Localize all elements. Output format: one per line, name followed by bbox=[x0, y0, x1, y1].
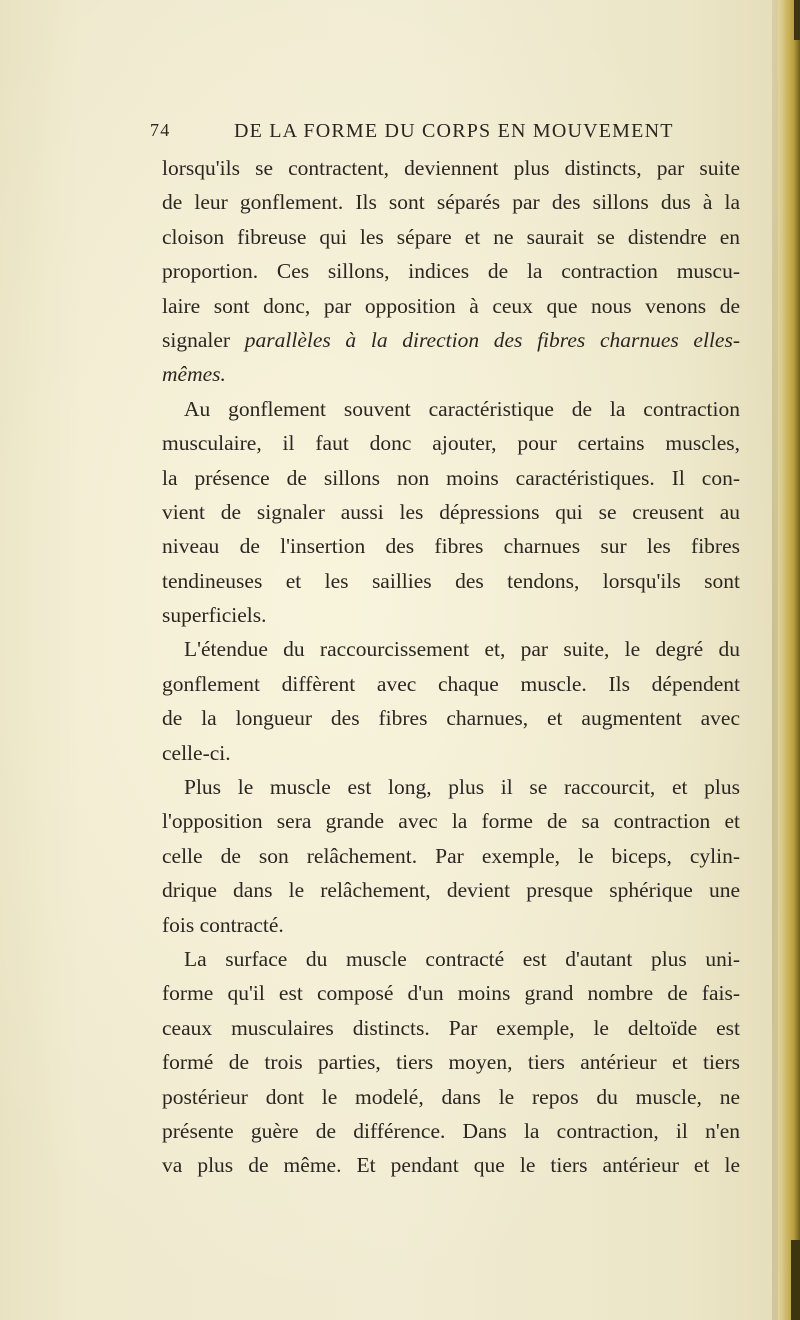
text-line: de la longueur des fibres charnues, et augmentent avec bbox=[162, 706, 740, 731]
text-line: forme qu'il est composé d'un moins grand nombre de fais- bbox=[162, 981, 740, 1006]
text-line: postérieur dont le modelé, dans le repos du muscle, ne bbox=[162, 1084, 740, 1109]
text-line: ceaux musculaires distincts. Par exemple, le deltoïde est bbox=[162, 1015, 740, 1040]
text-line: Au gonflement souvent caractéristique de la contraction bbox=[184, 396, 740, 421]
text-line: niveau de l'insertion des fibres charnues sur les fibres bbox=[162, 534, 740, 559]
running-header bbox=[150, 120, 770, 150]
text-line: tendineuses et les saillies des tendons, lorsqu'ils sont bbox=[162, 568, 740, 593]
text-line: celle de son relâchement. Par exemple, le biceps, cylin- bbox=[162, 843, 740, 868]
italic-phrase: parallèles à la direction des fibres charnues elles- bbox=[244, 327, 740, 352]
text-line: proportion. Ces sillons, indices de la contraction muscu- bbox=[162, 259, 740, 284]
text-line: gonflement diffèrent avec chaque muscle. Ils dépendent bbox=[162, 671, 740, 696]
text-line: L'étendue du raccourcissement et, par suite, le degré du bbox=[184, 637, 740, 662]
text-line: cloison fibreuse qui les sépare et ne saurait se distendre en bbox=[162, 224, 740, 249]
text-line: vient de signaler aussi les dépressions qui se creusent au bbox=[162, 499, 740, 524]
page-number: 74 bbox=[150, 120, 171, 140]
text-line: Plus le muscle est long, plus il se raccourcit, et plus bbox=[184, 775, 740, 800]
text-line: celle-ci. bbox=[162, 740, 231, 765]
text-line: fois contracté. bbox=[162, 912, 284, 937]
text-line: formé de trois parties, tiers moyen, tiers antérieur et tiers bbox=[162, 1050, 740, 1075]
text-line: lorsqu'ils se contractent, deviennent plus distincts, par suite bbox=[162, 156, 740, 180]
text-line: va plus de même. Et pendant que le tiers antérieur et le bbox=[162, 1153, 740, 1178]
running-title: DE LA FORME DU CORPS EN MOUVEMENT bbox=[234, 120, 674, 142]
page-edge-dark-top bbox=[794, 0, 800, 40]
text-line: superficiels. bbox=[162, 603, 267, 628]
text-line: de leur gonflement. Ils sont séparés par des sillons dus à la bbox=[162, 190, 740, 215]
body-text bbox=[162, 151, 740, 1183]
text-line: laire sont donc, par opposition à ceux que nous venons de bbox=[162, 293, 740, 318]
text-line: drique dans le relâchement, devient presque sphérique une bbox=[162, 878, 740, 903]
text-line: la présence de sillons non moins caractéristiques. Il con- bbox=[162, 465, 740, 490]
text-roman: signaler bbox=[162, 327, 245, 352]
text-line: musculaire, il faut donc ajouter, pour certains muscles, bbox=[162, 431, 740, 456]
page-edge bbox=[774, 0, 800, 1320]
text-line bbox=[162, 323, 740, 357]
text-line: l'opposition sera grande avec la forme de sa contraction et bbox=[162, 809, 740, 834]
text-line: mêmes. bbox=[162, 362, 226, 387]
text-line: La surface du muscle contracté est d'autant plus uni- bbox=[184, 946, 740, 971]
text-line: présente guère de différence. Dans la contraction, il n'en bbox=[162, 1118, 740, 1143]
page-edge-dark-bottom bbox=[791, 1240, 800, 1320]
